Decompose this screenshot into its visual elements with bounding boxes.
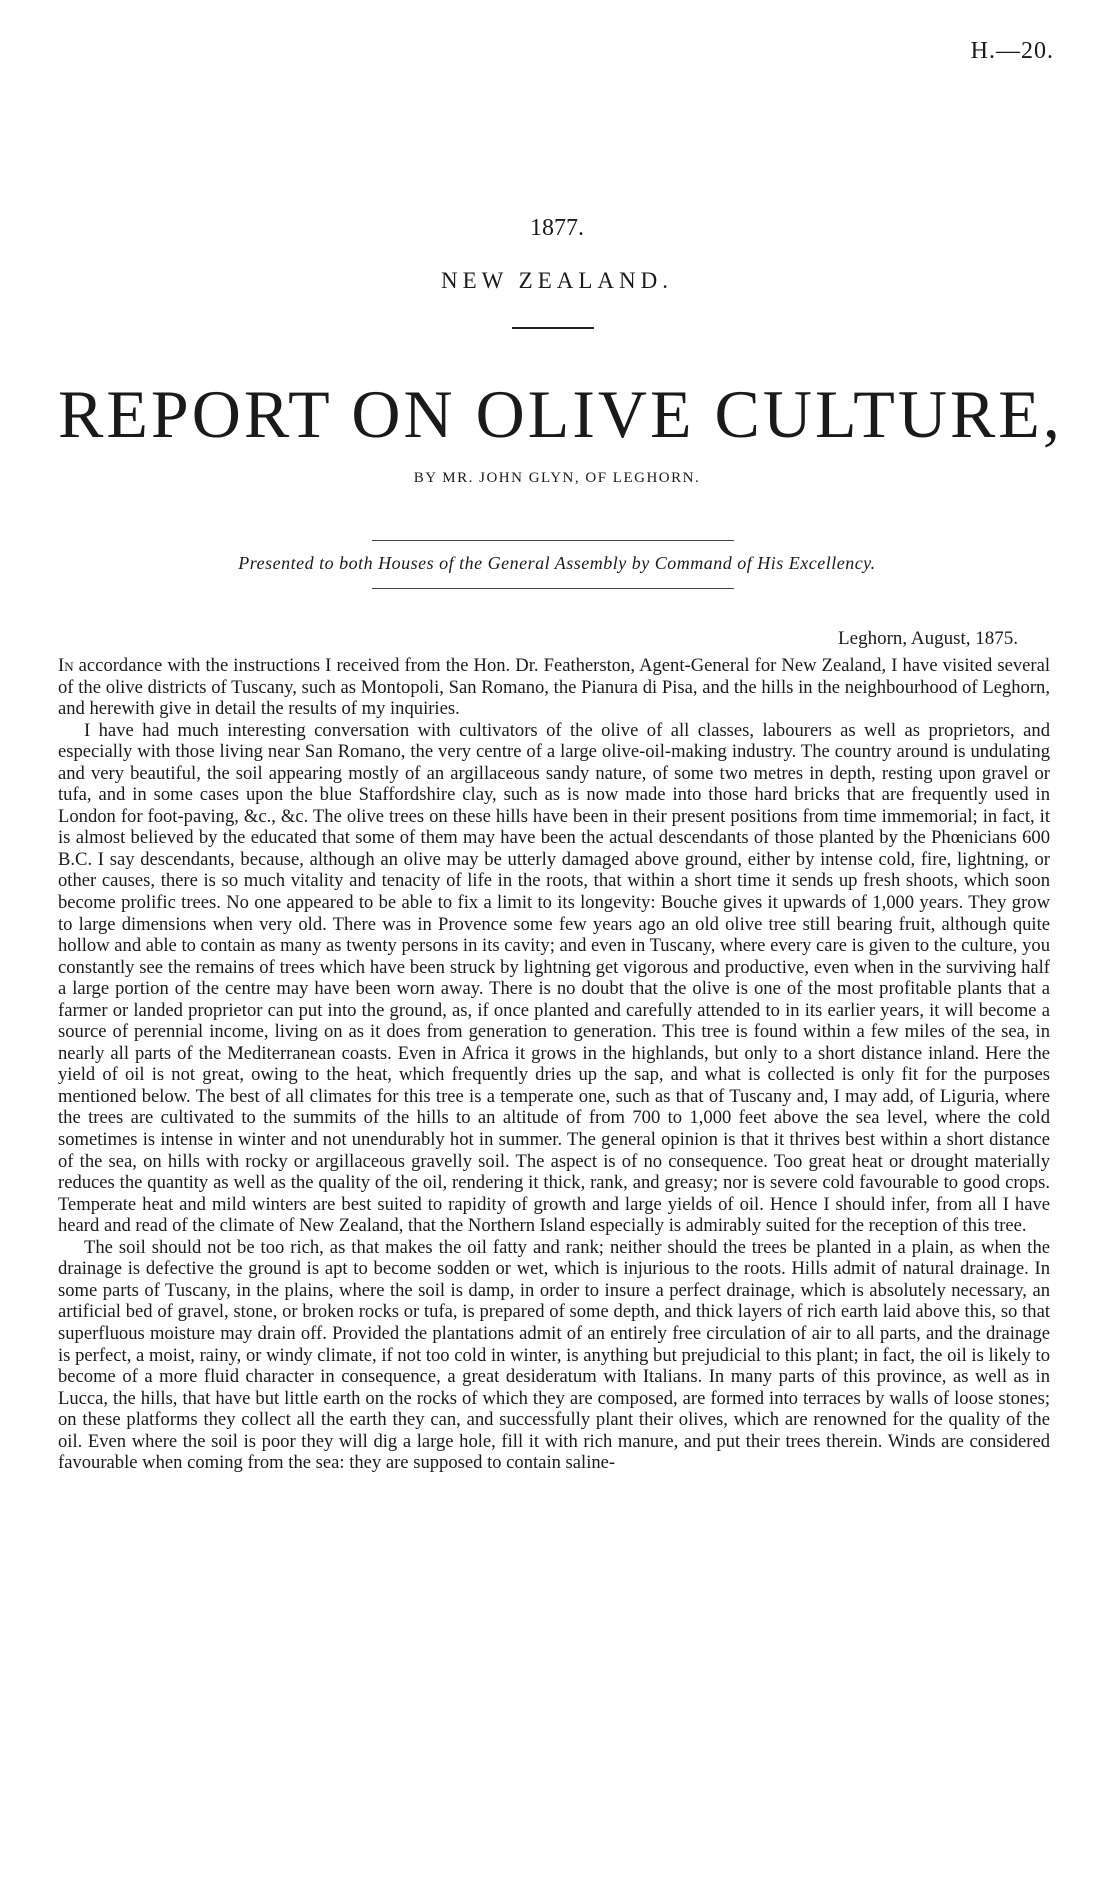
page-title: REPORT ON OLIVE CULTURE, [58, 376, 1063, 452]
rule-below-presented [372, 588, 734, 589]
title-divider [512, 327, 594, 329]
author-byline: BY MR. JOHN GLYN, OF LEGHORN. [413, 470, 701, 486]
country-heading: NEW ZEALAND. [440, 268, 674, 293]
opening-word: In [58, 655, 74, 676]
paragraph-1 [58, 655, 1050, 720]
letter-dateline: Leghorn, August, 1875. [838, 628, 1018, 649]
presentation-note: Presented to both Houses of the General Assembly by Command of His Excellency. [238, 553, 876, 573]
letter-body [58, 655, 1050, 1474]
paragraph-2: I have had much interesting conversation with cultivators of the olive of all classes, labourers as well as proprietors, and especially with those living near San Romano, the very centre of a large olive-oil-making industry. The country around is undulating and very beautiful, the soil appearing mostly of an argillaceous sandy nature, of some two metres in depth, resting upon gravel or tufa, and in some cases upon the blue Staffordshire clay, such as is now made into those hard bricks that are frequently used in London for foot-paving, &c., &c. The olive trees on these hills have been in their present positions from time immemorial; in fact, it is almost believed by the educated that some of them may have been the actual descendants of those planted by the Phœnicians 600 B.C. I say descendants, because, although an olive may be utterly damaged above ground, either by intense cold, fire, lightning, or other causes, there is so much vitality and tenacity of life in the roots, that within a short time it sends up fresh shoots, which soon become prolific trees. No one appeared to be able to fix a limit to its longevity: Bouche gives it upwards of 1,000 years. They grow to large dimensions when very old. There was in Provence some few years ago an old olive tree still bearing fruit, although quite hollow and able to contain as many as twenty persons in its cavity; and even in Tuscany, where every care is given to the culture, you constantly see the remains of trees which have been struck by lightning get vigorous and productive, even when in the surviving half a large portion of the centre may have been worn away. There is no doubt that the olive is one of the most profitable plants that a farmer or landed proprietor can put into the ground, as, if once planted and carefully attended to in its earlier years, it will become a source of perennial income, living on as it does from generation to generation. This tree is found within a few miles of the sea, in nearly all parts of the Mediterranean coasts. Even in Africa it grows in the highlands, but only to a short distance inland. Here the yield of oil is not great, owing to the heat, which frequently dries up the sap, and what is collected is only fit for the purposes mentioned below. The best of all climates for this tree is a temperate one, such as that of Tuscany and, I may add, of Liguria, where the trees are cultivated to the summits of the hills to an altitude of from 700 to 1,000 feet above the sea level, where the cold sometimes is intense in winter and not unendurably hot in summer. The general opinion is that it thrives best within a short distance of the sea, on hills with rocky or argillaceous gravelly soil. The aspect is of no consequence. Too great heat or drought materially reduces the quantity as well as the quality of the oil, rendering it thick, rank, and greasy; nor is severe cold favourable to good crops. Temperate heat and mild winters are best suited to rapidity of growth and large yields of oil. Hence I should infer, from all I have heard and read of the climate of New Zealand, that the Northern Island especially is admirably suited for the reception of this tree. [58, 719, 1050, 1237]
report-year: 1877. [530, 215, 584, 241]
paragraph-1-text: accordance with the instructions I received from the Hon. Dr. Featherston, Agent-General for New Zealand, I have visited several of the olive districts of Tuscany, such as Montopoli, San Romano, the Pianura di Pisa, and the hills in the neighbourhood of Leghorn, and herewith give in detail the results of my inquiries. [58, 655, 1050, 720]
paragraph-3: The soil should not be too rich, as that makes the oil fatty and rank; neither should the trees be planted in a plain, as when the drainage is defective the ground is apt to become sodden or wet, which is injurious to the roots. Hills admit of natural drainage. In some parts of Tuscany, in the plains, where the soil is damp, in order to insure a perfect drainage, which is absolutely necessary, an artificial bed of gravel, stone, or broken rocks or tufa, is prepared of some depth, and thick layers of rich earth laid above this, so that superfluous moisture may drain off. Provided the plantations admit of an entirely free circulation of air to all parts, and the drainage is perfect, a moist, rainy, or windy climate, if not too cold in winter, is anything but prejudicial to this plant; in fact, the oil is likely to become of a more fluid character in consequence, a great desideratum with Italians. In many parts of this province, as well as in Lucca, the hills, that have but little earth on the rocks of which they are composed, are formed into terraces by walls of loose stones; on these platforms they collect all the earth they can, and successfully plant their olives, which are renowned for the quality of the oil. Even where the soil is poor they will dig a large hole, fill it with rich manure, and put their trees therein. Winds are considered favourable when coming from the sea: they are supposed to contain saline- [58, 1236, 1050, 1474]
page-identifier: H.—20. [970, 38, 1054, 64]
rule-above-presented [372, 540, 734, 541]
